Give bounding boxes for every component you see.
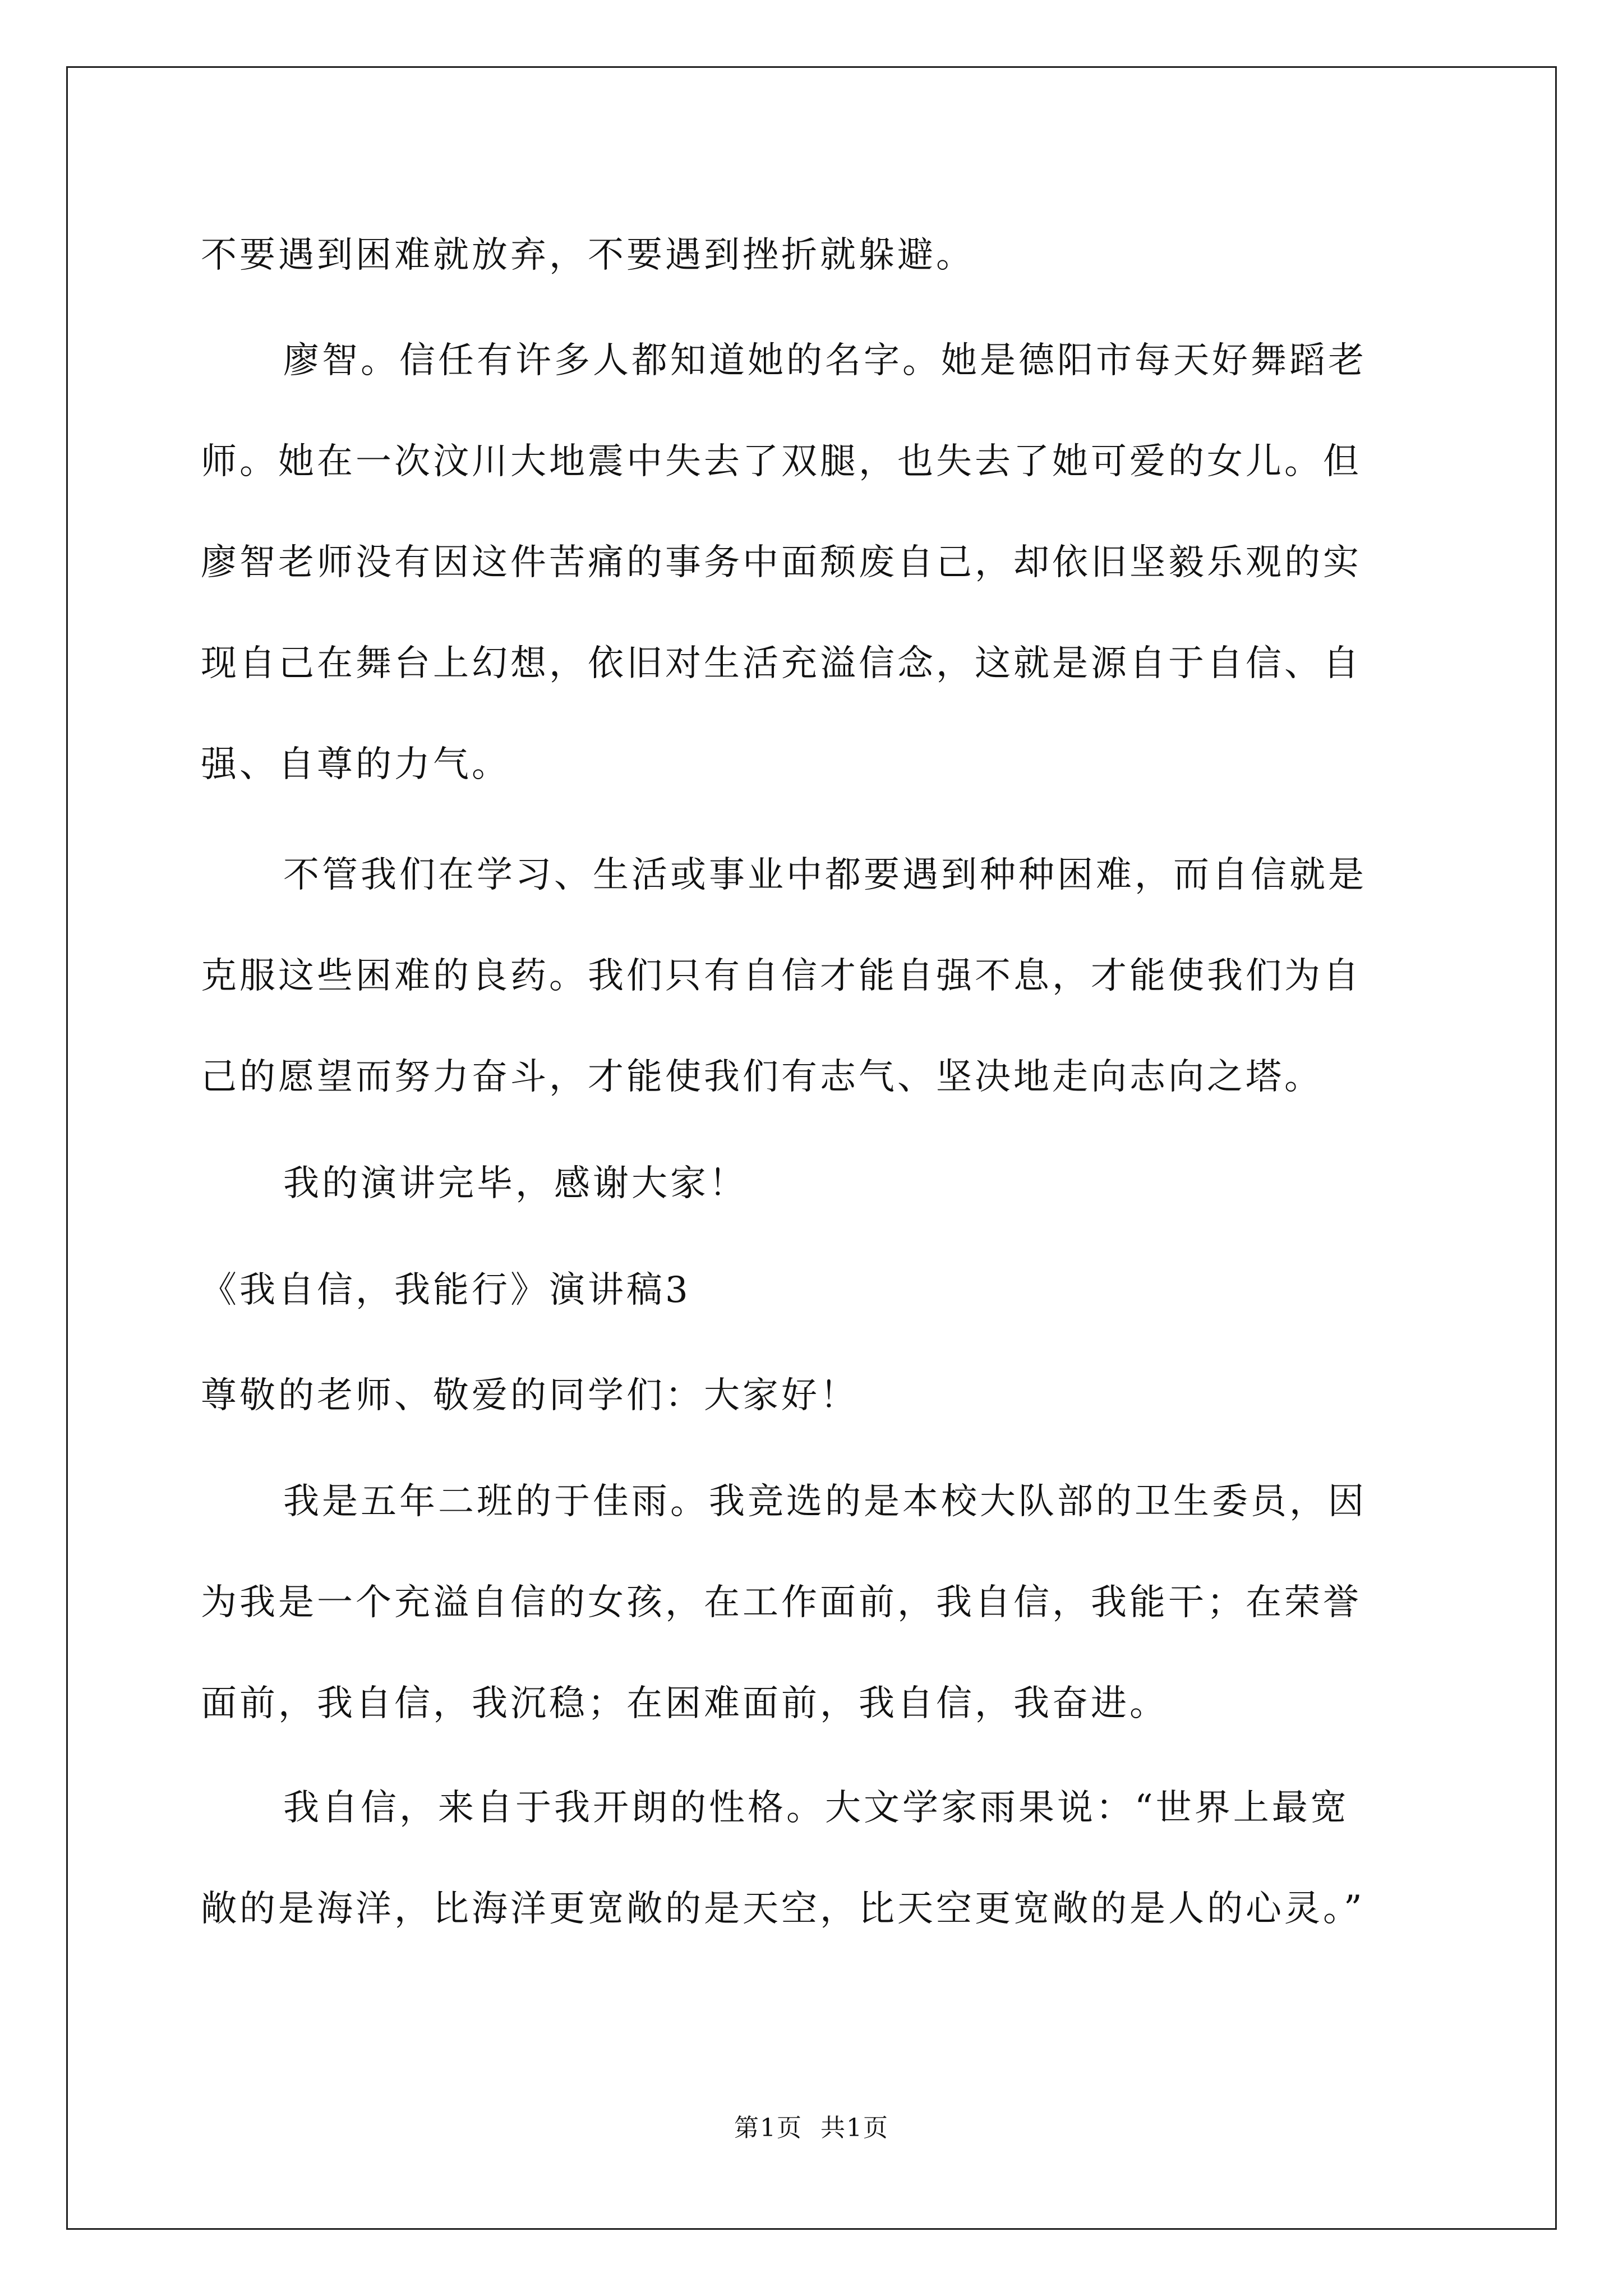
body-line-12: 面前，我自信，我沉稳；在困难面前，我自信，我奋进。 — [201, 1683, 1168, 1724]
body-line-13: 我自信，来自于我开朗的性格。大文学家雨果说：“世界上最宽 — [283, 1787, 1349, 1829]
body-line-11: 为我是一个充溢自信的女孩，在工作面前，我自信，我能干；在荣誉 — [201, 1582, 1362, 1623]
body-line-3: 师。她在一次汶川大地震中失去了双腿，也失去了她可爱的女儿。但 — [201, 441, 1362, 482]
body-line-6: 强、自尊的力气。 — [201, 744, 510, 785]
closing-line: 我的演讲完毕，感谢大家！ — [283, 1163, 748, 1204]
greeting-line: 尊敬的老师、敬爱的同学们：大家好！ — [201, 1375, 859, 1416]
body-line-10: 我是五年二班的于佳雨。我竞选的是本校大队部的卫生委员，因 — [283, 1481, 1367, 1522]
body-line-14: 敞的是海洋，比海洋更宽敞的是天空，比天空更宽敞的是人的心灵。” — [201, 1888, 1365, 1930]
body-line-7: 不管我们在学习、生活或事业中都要遇到种种困难，而自信就是 — [283, 854, 1367, 896]
section-heading: 《我自信，我能行》演讲稿3 — [201, 1269, 691, 1311]
body-line-1: 不要遇到困难就放弃，不要遇到挫折就躲避。 — [201, 234, 975, 276]
body-line-2: 廖智。信任有许多人都知道她的名字。她是德阳市每天好舞蹈老 — [283, 340, 1367, 381]
body-line-9: 己的愿望而努力奋斗，才能使我们有志气、坚决地走向志向之塔。 — [201, 1056, 1323, 1098]
page-footer: 第1页 共1页 — [734, 2114, 889, 2142]
body-line-8: 克服这些困难的良药。我们只有自信才能自强不息，才能使我们为自 — [201, 955, 1362, 997]
body-line-4: 廖智老师没有因这件苦痛的事务中面颓废自己，却依旧坚毅乐观的实 — [201, 542, 1362, 583]
body-line-5: 现自己在舞台上幻想，依旧对生活充溢信念，这就是源自于自信、自 — [201, 643, 1362, 684]
